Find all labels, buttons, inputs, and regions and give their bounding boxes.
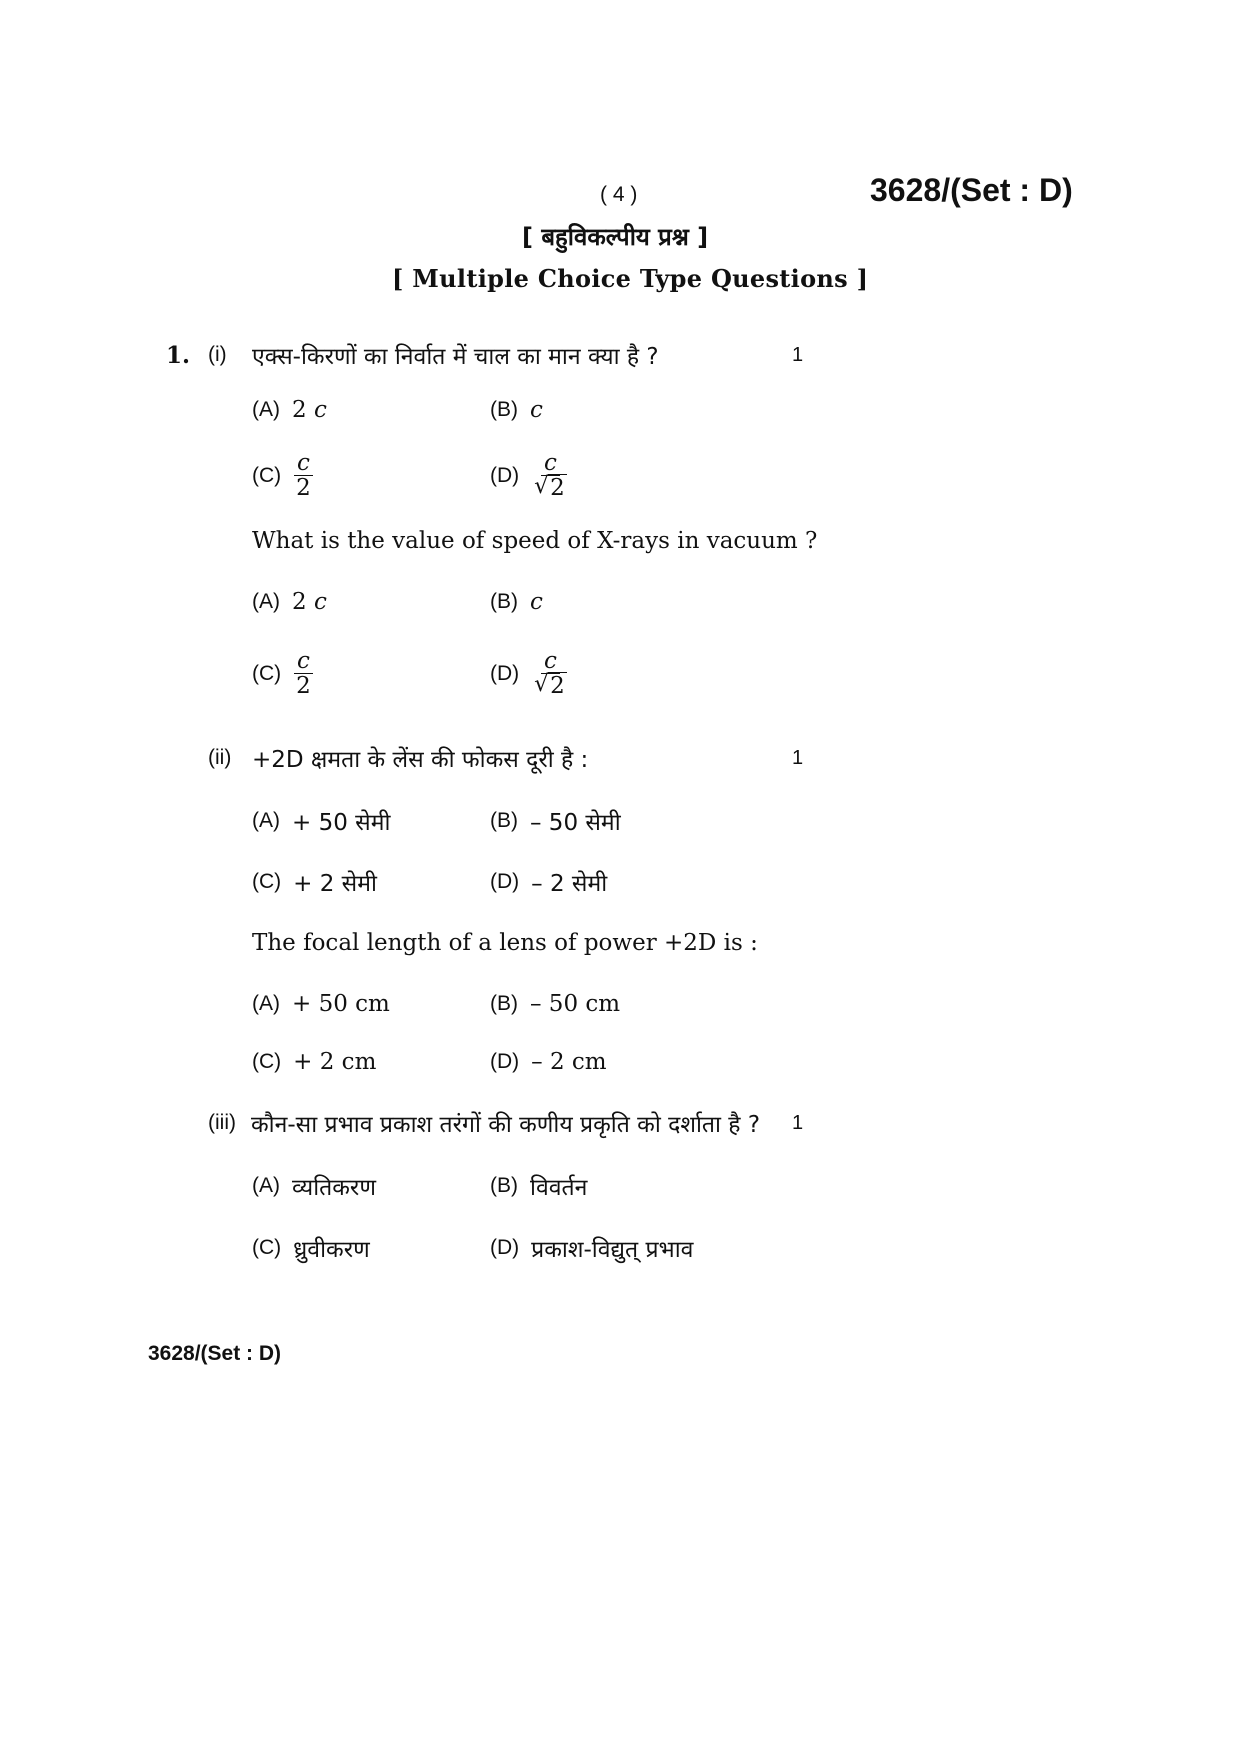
fraction-numerator: c bbox=[541, 452, 560, 476]
option-text: + 2 सेमी bbox=[293, 871, 377, 897]
part-i-hi-option-c bbox=[252, 452, 314, 500]
option-label: (D) bbox=[490, 1050, 520, 1073]
radical-sign: √ bbox=[534, 671, 549, 697]
option-value: 2 bbox=[292, 397, 307, 423]
option-text: प्रकाश-विद्युत् प्रभाव bbox=[531, 1237, 694, 1263]
part-i-label: (i) bbox=[208, 343, 227, 366]
part-ii-en-option-c bbox=[252, 1049, 376, 1075]
radicand: 2 bbox=[550, 475, 565, 501]
fraction-numerator: c bbox=[294, 650, 313, 674]
option-variable: c bbox=[313, 397, 327, 423]
part-ii-hi-option-a bbox=[252, 805, 390, 837]
part-ii-hi-option-c bbox=[252, 866, 377, 898]
part-i-hi-option-d bbox=[490, 452, 570, 500]
radical-sign: √ bbox=[534, 473, 549, 499]
part-i-question-english: What is the value of speed of X-rays in vacuum ? bbox=[252, 528, 818, 554]
part-i-marks: 1 bbox=[792, 344, 804, 366]
part-iii-question-hindi: कौन-सा प्रभाव प्रकाश तरंगों की कणीय प्रकृति को दर्शाता है ? bbox=[251, 1112, 761, 1138]
option-variable: c bbox=[530, 397, 543, 423]
paper-code-header: 3628/(Set : D) bbox=[870, 172, 1073, 208]
option-label: (D) bbox=[490, 1236, 520, 1259]
square-root bbox=[534, 473, 567, 501]
option-variable: c bbox=[530, 589, 543, 615]
part-ii-hi-option-d bbox=[490, 866, 607, 898]
radicand: 2 bbox=[550, 673, 565, 699]
option-label: (B) bbox=[490, 1174, 518, 1197]
fraction-denominator: 2 bbox=[296, 475, 311, 501]
part-iii-label: (iii) bbox=[208, 1111, 236, 1134]
option-label: (C) bbox=[252, 1236, 282, 1259]
fraction-denominator: 2 bbox=[296, 673, 311, 699]
fraction bbox=[293, 650, 314, 698]
part-i-en-option-a bbox=[252, 589, 327, 615]
option-text: – 50 सेमी bbox=[530, 810, 621, 836]
option-text: + 2 cm bbox=[293, 1049, 377, 1075]
option-label: (A) bbox=[252, 590, 280, 613]
part-ii-question-hindi: +2D क्षमता के लेंस की फोकस दूरी है : bbox=[252, 747, 589, 773]
fraction-denominator bbox=[531, 473, 570, 501]
paper-code-footer: 3628/(Set : D) bbox=[148, 1342, 282, 1365]
option-text: व्यतिकरण bbox=[292, 1175, 376, 1201]
option-label: (C) bbox=[252, 1050, 282, 1073]
option-text: ध्रुवीकरण bbox=[293, 1237, 370, 1263]
option-label: (B) bbox=[490, 398, 518, 421]
option-value: 2 bbox=[292, 589, 307, 615]
option-text: विवर्तन bbox=[530, 1175, 588, 1201]
option-label: (C) bbox=[252, 464, 282, 487]
fraction bbox=[293, 452, 314, 500]
part-ii-label: (ii) bbox=[208, 746, 232, 769]
option-label: (D) bbox=[490, 464, 520, 487]
page-number: ( 4 ) bbox=[600, 183, 638, 206]
option-text: – 50 cm bbox=[530, 991, 621, 1017]
fraction bbox=[531, 650, 570, 698]
part-iii-option-a bbox=[252, 1170, 376, 1202]
option-label: (A) bbox=[252, 398, 280, 421]
part-i-en-option-c bbox=[252, 650, 314, 698]
part-iii-option-c bbox=[252, 1232, 370, 1264]
part-ii-en-option-b bbox=[490, 991, 620, 1017]
part-ii-hi-option-b bbox=[490, 805, 621, 837]
option-label: (A) bbox=[252, 809, 280, 832]
section-heading-english: [ Multiple Choice Type Questions ] bbox=[392, 264, 869, 293]
part-ii-en-option-a bbox=[252, 991, 390, 1017]
option-label: (D) bbox=[490, 662, 520, 685]
option-label: (B) bbox=[490, 590, 518, 613]
option-label: (C) bbox=[252, 870, 282, 893]
part-ii-marks: 1 bbox=[792, 747, 804, 769]
option-label: (A) bbox=[252, 992, 280, 1015]
option-text: + 50 सेमी bbox=[292, 810, 391, 836]
part-ii-question-english: The focal length of a lens of power +2D is : bbox=[252, 930, 758, 956]
part-i-en-option-d bbox=[490, 650, 570, 698]
fraction bbox=[531, 452, 570, 500]
section-heading-hindi: [ बहुविकल्पीय प्रश्न ] bbox=[522, 223, 709, 251]
option-text: – 2 सेमी bbox=[531, 871, 608, 897]
part-i-question-hindi: एक्स-किरणों का निर्वात में चाल का मान क्या है ? bbox=[252, 344, 659, 370]
part-i-hi-option-a bbox=[252, 397, 327, 423]
option-text: – 2 cm bbox=[531, 1049, 607, 1075]
part-iii-option-d bbox=[490, 1232, 693, 1264]
fraction-denominator bbox=[531, 671, 570, 699]
option-variable: c bbox=[313, 589, 327, 615]
option-label: (B) bbox=[490, 992, 518, 1015]
fraction-numerator: c bbox=[541, 650, 560, 674]
part-i-en-option-b bbox=[490, 589, 543, 615]
option-label: (D) bbox=[490, 870, 520, 893]
part-ii-en-option-d bbox=[490, 1049, 607, 1075]
option-label: (C) bbox=[252, 662, 282, 685]
option-text: + 50 cm bbox=[292, 991, 390, 1017]
part-iii-option-b bbox=[490, 1170, 587, 1202]
fraction-numerator: c bbox=[294, 452, 313, 476]
option-label: (B) bbox=[490, 809, 518, 832]
question-number: 1. bbox=[166, 342, 191, 369]
part-i-hi-option-b bbox=[490, 397, 543, 423]
option-label: (A) bbox=[252, 1174, 280, 1197]
square-root bbox=[534, 671, 567, 699]
part-iii-marks: 1 bbox=[792, 1112, 804, 1134]
